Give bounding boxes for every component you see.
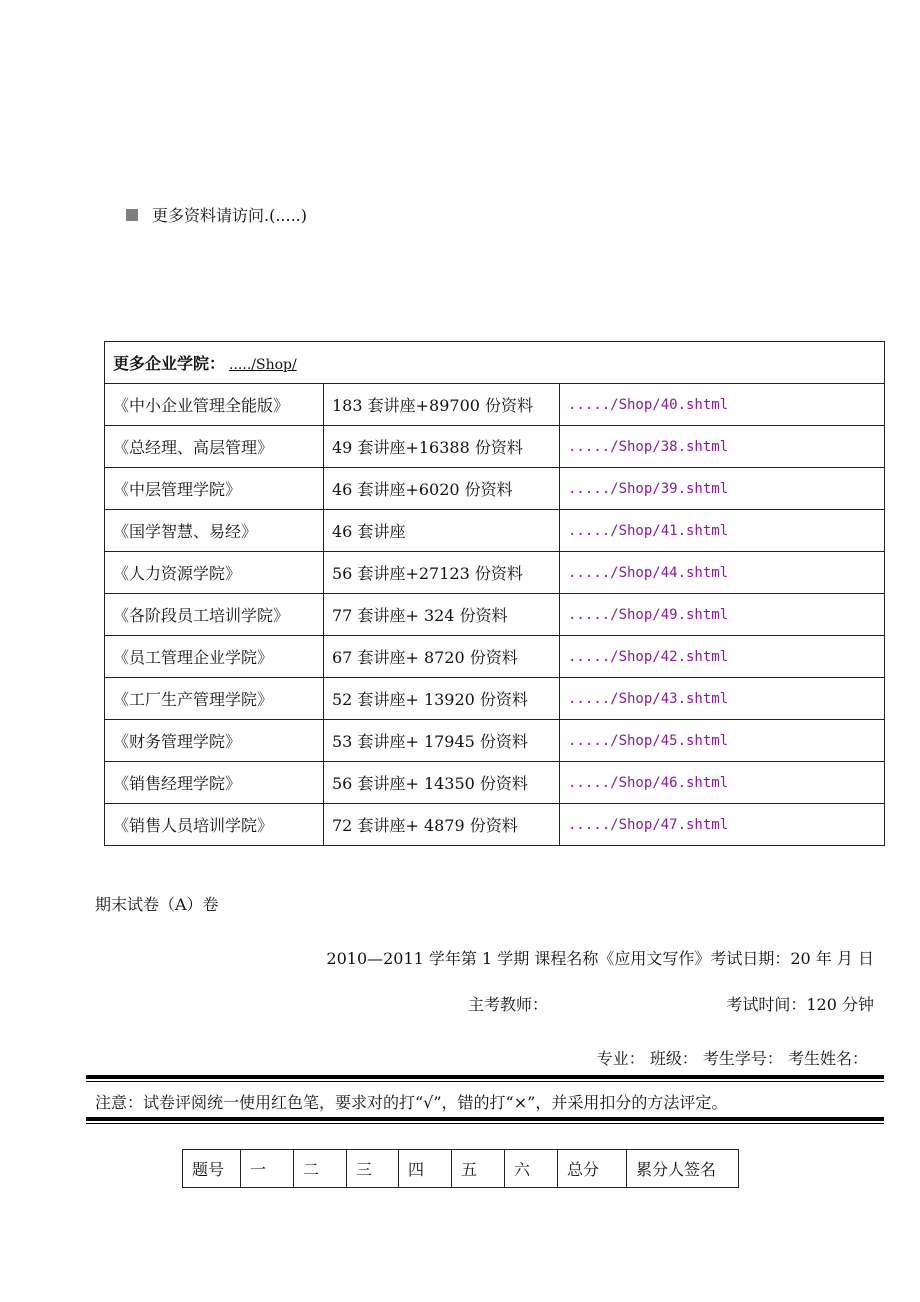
- table-row: [105, 384, 885, 426]
- score-cell-5: 五: [452, 1150, 505, 1188]
- academy-link[interactable]: ...../Shop/41.shtml: [560, 510, 885, 552]
- academy-link[interactable]: ...../Shop/46.shtml: [560, 762, 885, 804]
- academy-name: 《中层管理学院》: [105, 468, 324, 510]
- academy-content: 53 套讲座+ 17945 份资料: [324, 720, 560, 762]
- academy-content: 49 套讲座+16388 份资料: [324, 426, 560, 468]
- academy-header-row: [105, 342, 885, 384]
- academy-link[interactable]: ...../Shop/43.shtml: [560, 678, 885, 720]
- academy-header-link[interactable]: ...../Shop/: [229, 357, 297, 373]
- academy-content: 52 套讲座+ 13920 份资料: [324, 678, 560, 720]
- divider-bottom: [86, 1117, 884, 1121]
- academy-table: [104, 341, 885, 846]
- academy-content: 46 套讲座: [324, 510, 560, 552]
- academy-link[interactable]: ...../Shop/49.shtml: [560, 594, 885, 636]
- academy-content: 46 套讲座+6020 份资料: [324, 468, 560, 510]
- academy-content: 67 套讲座+ 8720 份资料: [324, 636, 560, 678]
- academy-name: 《财务管理学院》: [105, 720, 324, 762]
- teacher-label: 主考教师：: [468, 995, 549, 1014]
- score-cell-3: 三: [347, 1150, 399, 1188]
- academy-link[interactable]: ...../Shop/39.shtml: [560, 468, 885, 510]
- table-row: [105, 552, 885, 594]
- table-row: [105, 636, 885, 678]
- exam-time: 考试时间：120 分钟: [726, 995, 874, 1014]
- score-header-row: [183, 1150, 739, 1188]
- academy-content: 77 套讲座+ 324 份资料: [324, 594, 560, 636]
- score-cell-total: 总分: [558, 1150, 627, 1188]
- table-row: [105, 468, 885, 510]
- table-row: [105, 804, 885, 846]
- academy-link[interactable]: ...../Shop/40.shtml: [560, 384, 885, 426]
- score-cell-4: 四: [399, 1150, 452, 1188]
- exam-title: 期末试卷（A）卷: [95, 895, 219, 914]
- academy-content: 56 套讲座+27123 份资料: [324, 552, 560, 594]
- academy-content: 183 套讲座+89700 份资料: [324, 384, 560, 426]
- score-cell-signature: 累分人签名: [627, 1150, 739, 1188]
- academy-link[interactable]: ...../Shop/45.shtml: [560, 720, 885, 762]
- table-row: [105, 510, 885, 552]
- academy-header-label: 更多企业学院：: [113, 354, 226, 373]
- divider-top: [86, 1075, 884, 1079]
- academy-content: 72 套讲座+ 4879 份资料: [324, 804, 560, 846]
- academy-name: 《国学智慧、易经》: [105, 510, 324, 552]
- score-cell-1: 一: [241, 1150, 294, 1188]
- table-row: [105, 762, 885, 804]
- academy-link[interactable]: ...../Shop/42.shtml: [560, 636, 885, 678]
- academy-header: [105, 342, 885, 384]
- academy-link[interactable]: ...../Shop/38.shtml: [560, 426, 885, 468]
- table-row: [105, 720, 885, 762]
- academy-link[interactable]: ...../Shop/47.shtml: [560, 804, 885, 846]
- academy-name: 《工厂生产管理学院》: [105, 678, 324, 720]
- academy-name: 《销售人员培训学院》: [105, 804, 324, 846]
- academy-name: 《人力资源学院》: [105, 552, 324, 594]
- score-cell-question-no: 题号: [183, 1150, 241, 1188]
- visit-note-text: 更多资料请访问.(.....): [152, 206, 308, 225]
- academy-link[interactable]: ...../Shop/44.shtml: [560, 552, 885, 594]
- exam-notice: 注意：试卷评阅统一使用红色笔，要求对的打“√”，错的打“×”，并采用扣分的方法评定。: [95, 1093, 728, 1112]
- academy-name: 《销售经理学院》: [105, 762, 324, 804]
- table-row: [105, 426, 885, 468]
- score-cell-6: 六: [505, 1150, 558, 1188]
- visit-note: [126, 203, 307, 226]
- academy-name: 《员工管理企业学院》: [105, 636, 324, 678]
- score-cell-2: 二: [294, 1150, 347, 1188]
- exam-info-line: 2010—2011 学年第 1 学期 课程名称《应用文写作》考试日期：20 年 月 日: [326, 949, 874, 968]
- table-row: [105, 594, 885, 636]
- academy-name: 《各阶段员工培训学院》: [105, 594, 324, 636]
- student-info-line: 专业： 班级： 考生学号： 考生姓名：: [596, 1049, 868, 1068]
- academy-name: 《中小企业管理全能版》: [105, 384, 324, 426]
- square-bullet-icon: [126, 209, 138, 221]
- academy-name: 《总经理、高层管理》: [105, 426, 324, 468]
- table-row: [105, 678, 885, 720]
- academy-content: 56 套讲座+ 14350 份资料: [324, 762, 560, 804]
- score-table: [182, 1149, 739, 1188]
